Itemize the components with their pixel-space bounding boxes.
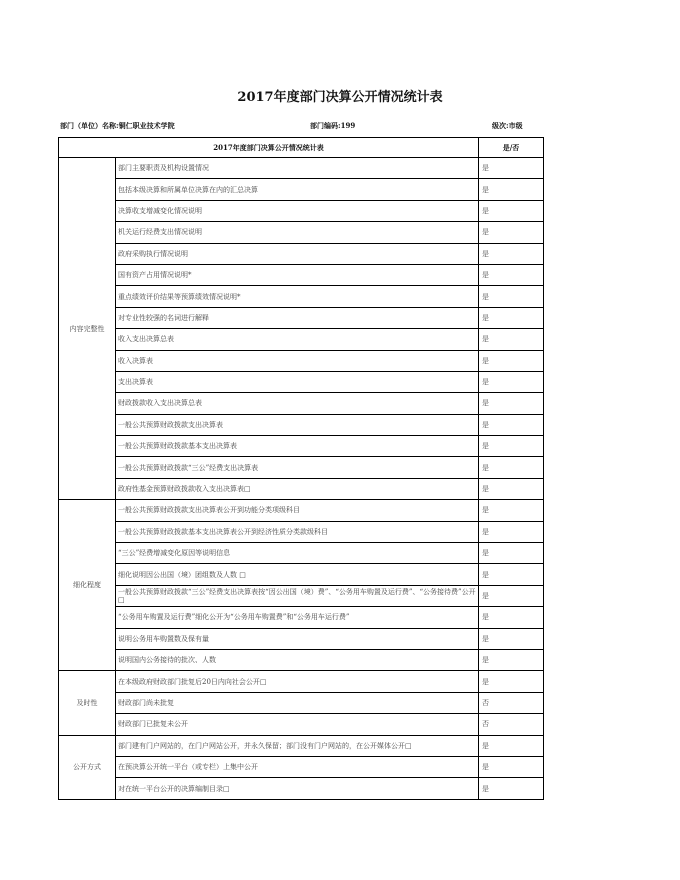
table-row (59, 671, 544, 692)
table-row (59, 735, 544, 756)
answer-cell: 是 (479, 671, 544, 692)
answer-cell: 是 (479, 457, 544, 478)
table-row (59, 307, 544, 328)
item-cell: 一般公共预算财政拨款支出决算表公开到功能分类项级科目 (116, 500, 479, 521)
item-cell: 财政拨款收入支出决算总表 (116, 393, 479, 414)
answer-cell: 是 (479, 179, 544, 200)
header-item: 2017年度部门决算公开情况统计表 (59, 138, 479, 158)
table-row (59, 264, 544, 285)
dept-name: 部门（单位）名称:铜仁职业技术学院 (60, 121, 175, 130)
disclosure-table (58, 137, 544, 800)
table-row (59, 521, 544, 542)
category-cell: 细化程度 (59, 500, 116, 671)
table-row (59, 222, 544, 243)
item-cell: 在本级政府财政部门批复后20日内向社会公开□ (116, 671, 479, 692)
item-cell: 收入支出决算总表 (116, 329, 479, 350)
item-cell: 部门主要职责及机构设置情况 (116, 158, 479, 179)
table-row (59, 200, 544, 221)
table-row (59, 243, 544, 264)
item-cell: “公务用车购置及运行费”细化公开为“公务用车购置费”和“公务用车运行费” (116, 607, 479, 628)
header-answer: 是/否 (479, 138, 544, 158)
item-cell: 对在统一平台公开的决算编制目录□ (116, 778, 479, 799)
table-row (59, 649, 544, 670)
answer-cell: 是 (479, 286, 544, 307)
item-cell: 细化说明因公出国（境）团组数及人数 □ (116, 564, 479, 585)
item-cell: 决算收支增减变化情况说明 (116, 200, 479, 221)
table-row (59, 350, 544, 371)
answer-cell: 是 (479, 585, 544, 606)
table-row (59, 286, 544, 307)
answer-cell: 是 (479, 436, 544, 457)
item-cell: 收入决算表 (116, 350, 479, 371)
answer-cell: 否 (479, 714, 544, 735)
table-row (59, 436, 544, 457)
answer-cell: 是 (479, 414, 544, 435)
answer-cell: 是 (479, 500, 544, 521)
table-row (59, 500, 544, 521)
answer-cell: 是 (479, 307, 544, 328)
item-cell: 财政部门已批复未公开 (116, 714, 479, 735)
item-cell: “三公”经费增减变化原因等说明信息 (116, 543, 479, 564)
item-cell: 包括本级决算和所属单位决算在内的汇总决算 (116, 179, 479, 200)
item-cell: 在预决算公开统一平台（或专栏）上集中公开 (116, 756, 479, 777)
item-cell: 重点绩效评价结果等预算绩效情况说明* (116, 286, 479, 307)
item-cell: 政府采购执行情况说明 (116, 243, 479, 264)
item-cell: 国有资产占用情况说明* (116, 264, 479, 285)
answer-cell: 是 (479, 607, 544, 628)
table-row (59, 329, 544, 350)
answer-cell: 是 (479, 543, 544, 564)
answer-cell: 是 (479, 735, 544, 756)
answer-cell: 是 (479, 564, 544, 585)
item-cell: 一般公共预算财政拨款“三公”经费支出决算表按“因公出国（境）费”、“公务用车购置及运行费”、“公务接待费”公开□ (116, 585, 479, 606)
table-row (59, 628, 544, 649)
item-cell: 对专业性较强的名词进行解释 (116, 307, 479, 328)
answer-cell: 是 (479, 264, 544, 285)
category-cell: 公开方式 (59, 735, 116, 799)
table-row (59, 457, 544, 478)
answer-cell: 是 (479, 350, 544, 371)
item-cell: 说明国内公务接待的批次、人数 (116, 649, 479, 670)
page-title: 2017年度部门决算公开情况统计表 (237, 90, 443, 105)
item-cell: 支出决算表 (116, 371, 479, 392)
item-cell: 财政部门尚未批复 (116, 692, 479, 713)
answer-cell: 是 (479, 628, 544, 649)
item-cell: 一般公共预算财政拨款基本支出决算表公开到经济性质分类款级科目 (116, 521, 479, 542)
answer-cell: 是 (479, 778, 544, 799)
table-row (59, 543, 544, 564)
item-cell: 政府性基金预算财政拨款收入支出决算表□ (116, 478, 479, 499)
item-cell: 部门建有门户网站的，在门户网站公开，并永久保留；部门没有门户网站的，在公开媒体公开□ (116, 735, 479, 756)
table-row (59, 393, 544, 414)
item-cell: 一般公共预算财政拨款基本支出决算表 (116, 436, 479, 457)
answer-cell: 是 (479, 329, 544, 350)
category-cell: 内容完整性 (59, 158, 116, 500)
answer-cell: 是 (479, 243, 544, 264)
table-row (59, 478, 544, 499)
table-row (59, 179, 544, 200)
item-cell: 机关运行经费支出情况说明 (116, 222, 479, 243)
answer-cell: 是 (479, 158, 544, 179)
answer-cell: 是 (479, 371, 544, 392)
answer-cell: 是 (479, 649, 544, 670)
table-row (59, 564, 544, 585)
table-row (59, 778, 544, 799)
table-row (59, 158, 544, 179)
table-row (59, 607, 544, 628)
item-cell: 说明公务用车购置数及保有量 (116, 628, 479, 649)
answer-cell: 是 (479, 478, 544, 499)
table-row (59, 756, 544, 777)
answer-cell: 是 (479, 222, 544, 243)
table-row (59, 692, 544, 713)
table-row (59, 585, 544, 606)
table-row (59, 714, 544, 735)
answer-cell: 否 (479, 692, 544, 713)
item-cell: 一般公共预算财政拨款“三公”经费支出决算表 (116, 457, 479, 478)
answer-cell: 是 (479, 393, 544, 414)
answer-cell: 是 (479, 521, 544, 542)
answer-cell: 是 (479, 200, 544, 221)
table-row (59, 414, 544, 435)
category-cell: 及时性 (59, 671, 116, 735)
table-row (59, 371, 544, 392)
dept-code: 部门编码:199 (310, 121, 356, 130)
level: 级次:市级 (492, 121, 523, 130)
item-cell: 一般公共预算财政拨款支出决算表 (116, 414, 479, 435)
header-row (59, 138, 544, 158)
answer-cell: 是 (479, 756, 544, 777)
